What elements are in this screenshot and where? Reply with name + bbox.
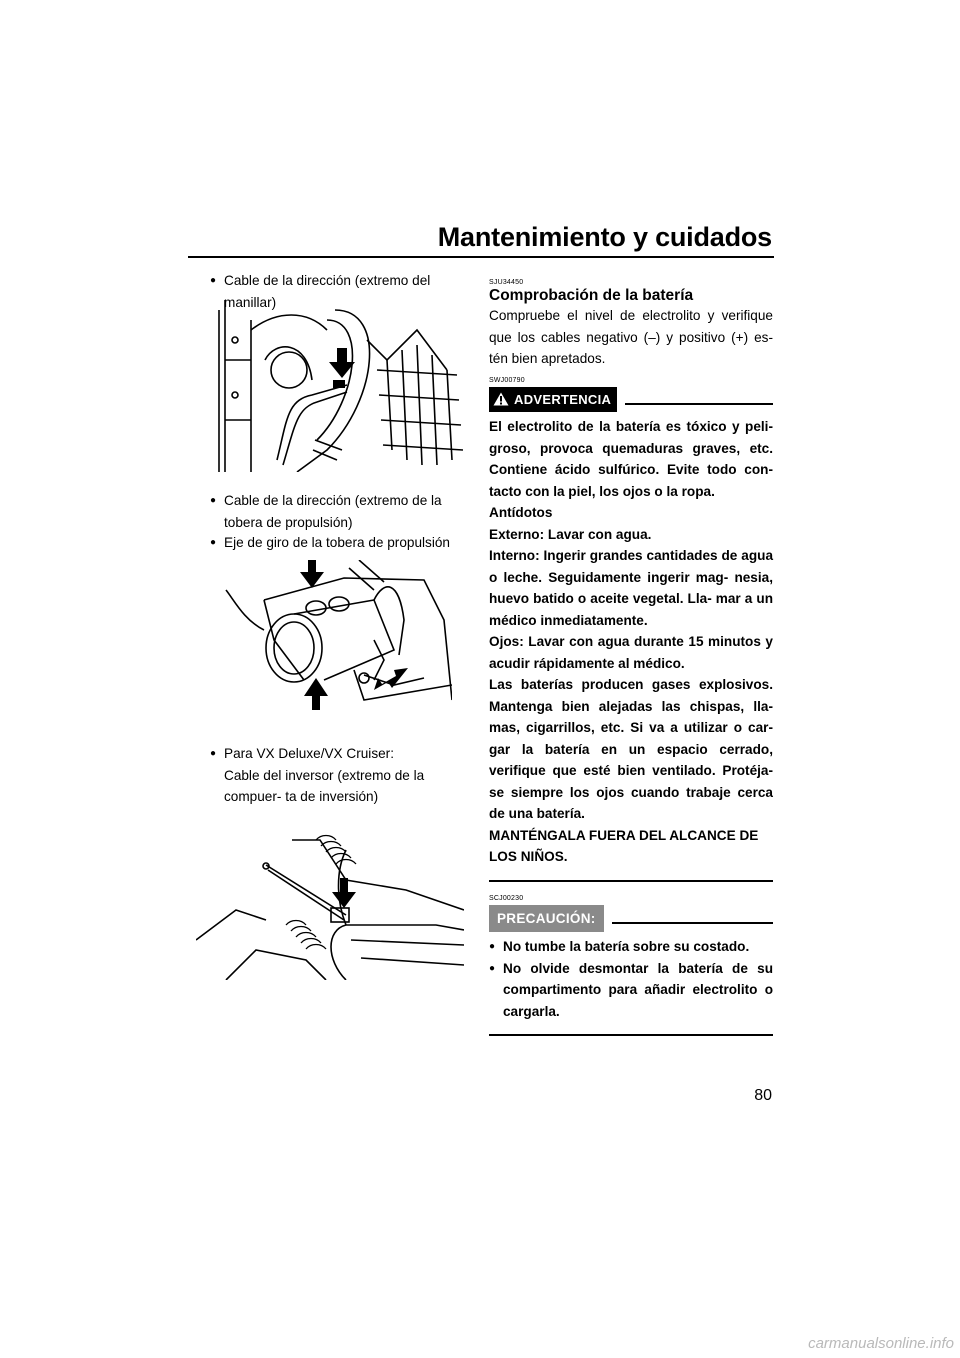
- antidote-internal: Interno: Ingerir grandes cantidades de agua o leche. Seguidamente ingerir mag- nesia, huevo batido o aceite vegetal. Lla- mar a un médico inmediatamente.: [489, 548, 773, 628]
- bullet-text: ● Cable de la dirección (extremo de la tobera de propulsión): [210, 490, 472, 533]
- bullet-text: ● Cable de la dirección (extremo del manillar): [210, 270, 472, 313]
- page-title: Mantenimiento y cuidados: [437, 222, 772, 252]
- warning-rule: [625, 403, 773, 405]
- figure-reverse-cable: [196, 830, 464, 980]
- caution-item: ● No olvide desmontar la batería de su compartimento para añadir electrolito o cargarla.: [489, 958, 773, 1023]
- antidote-eyes: Ojos: Lavar con agua durante 15 minutos y acudir rápidamente al médico.: [489, 634, 773, 671]
- page-number: 80: [754, 1087, 772, 1104]
- warning-gases: Las baterías producen gases explosivos. Mantenga bien alejadas las chispas, lla- mas, cigarrillos, etc. Si va a utilizar o car- gar la batería en un espacio cerrado, verifique que esté bien ventilado. Protéja- se siempre los ojos cuando trabaje cerca de una batería.: [489, 677, 773, 821]
- header-rule: [188, 256, 774, 258]
- warning-header: [489, 387, 773, 413]
- warning-paragraph: El electrolito de la batería es tóxico y peli- groso, provoca quemaduras graves, etc. Contiene ácido sulfúrico. Evite todo con- tacto con la piel, los ojos o la ropa.: [489, 419, 773, 499]
- arrow-icon: [332, 878, 356, 908]
- section-ref: SJU34450: [489, 279, 524, 286]
- caution-end-rule: [489, 1034, 773, 1036]
- figure-nozzle-cable: [224, 560, 452, 725]
- antidotes-title: Antídotos: [489, 505, 553, 520]
- watermark: carmanualsonline.info: [808, 1335, 954, 1352]
- bullet-steering-cable-nozzle: [210, 490, 472, 533]
- warning-ref: SWJ00790: [489, 376, 525, 384]
- caution-rule: [612, 922, 773, 924]
- intro-paragraph: Compruebe el nivel de electrolito y verifique que los cables negativo (–) y positivo (+) es- tén bien apretados.: [489, 308, 773, 366]
- bullet-text: ● Eje de giro de la tobera de propulsión: [210, 532, 472, 554]
- warning-children: MANTÉNGALA FUERA DEL ALCANCE DE LOS NIÑOS.: [489, 827, 759, 864]
- figure-handlebar-cable: [217, 300, 463, 472]
- warning-triangle-icon: [493, 392, 509, 406]
- bullet-nozzle-pivot: [210, 532, 472, 554]
- caution-label: PRECAUCIÓN:: [489, 905, 604, 933]
- bullet-text: ● Para VX Deluxe/VX Cruiser:: [210, 743, 472, 765]
- warning-end-rule: [489, 880, 773, 882]
- warning-label-text: ADVERTENCIA: [514, 391, 612, 407]
- antidote-external: Externo: Lavar con agua.: [489, 526, 652, 542]
- warning-label: [489, 387, 617, 413]
- battery-section: [489, 278, 773, 1036]
- caution-item: ● No tumbe la batería sobre su costado.: [489, 936, 773, 958]
- bullet-text-continuation: Cable del inversor (extremo de la compuer- ta de inversión): [224, 767, 425, 804]
- bullet-vx-models: [210, 743, 472, 808]
- section-title: Comprobación de la batería: [489, 287, 694, 304]
- arrow-icon: [304, 678, 328, 710]
- caution-ref: SCJ00230: [489, 894, 524, 902]
- caution-header: [489, 905, 773, 933]
